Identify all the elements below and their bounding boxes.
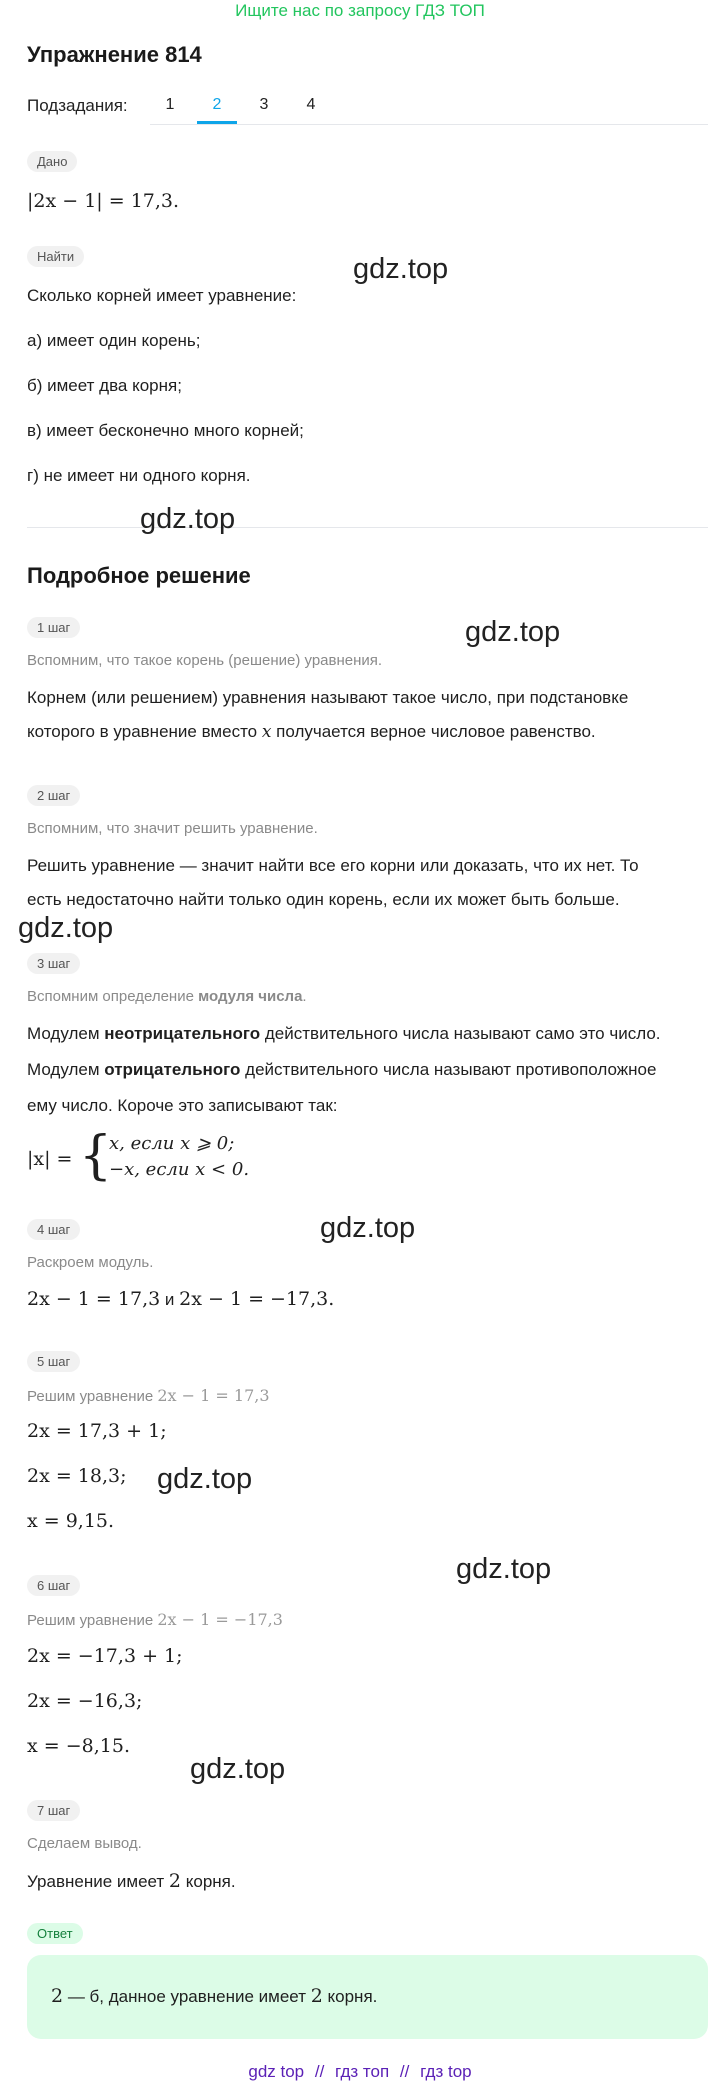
watermark: gdz.top — [320, 1212, 416, 1244]
footer-link-gdz-top-ru[interactable]: гдз топ — [335, 2062, 390, 2081]
footer-link-gdz-top[interactable]: gdz top — [248, 2062, 305, 2081]
step-2-line-1: Решить уравнение — значит найти все его корни или доказать, что их нет. То — [27, 856, 639, 875]
step-5-line-3: x = 9,15. — [27, 1510, 115, 1532]
option-a: а) имеет один корень; — [27, 331, 201, 350]
watermark: gdz.top — [456, 1553, 552, 1585]
subtasks-label: Подзадания: — [27, 96, 128, 115]
tab-1[interactable]: 1 — [165, 96, 175, 113]
step-6-line-1: 2x = −17,3 + 1; — [27, 1645, 183, 1667]
option-b: б) имеет два корня; — [27, 376, 182, 395]
step-3-line-2: Модулем отрицательного действительного числа называют противоположное — [27, 1060, 657, 1079]
step-1-line-2: которого в уравнение вместо x получается верное числовое равенство. — [27, 722, 596, 742]
step-3-line-3: ему число. Короче это записывают так: — [27, 1096, 338, 1115]
footer-link-gdz-top-mixed[interactable]: гдз top — [420, 2062, 472, 2081]
step-4-badge: 4 шаг — [27, 1219, 80, 1240]
step-1-badge: 1 шаг — [27, 617, 80, 638]
watermark: gdz.top — [190, 1753, 286, 1785]
modulus-definition — [27, 1126, 427, 1190]
step-3-line-1: Модулем неотрицательного действительного числа называют само это число. — [27, 1024, 661, 1043]
option-c: в) имеет бесконечно много корней; — [27, 421, 304, 440]
step-6-hint: Решим уравнение 2x − 1 = −17,3 — [27, 1610, 283, 1629]
step-7-hint: Сделаем вывод. — [27, 1835, 142, 1852]
step-6-line-3: x = −8,15. — [27, 1735, 130, 1757]
step-7-badge: 7 шаг — [27, 1800, 80, 1821]
step-6-badge: 6 шаг — [27, 1575, 80, 1596]
footer-links — [0, 2062, 720, 2082]
watermark: gdz.top — [465, 616, 561, 648]
step-5-badge: 5 шаг — [27, 1351, 80, 1372]
tab-3[interactable]: 3 — [259, 96, 269, 113]
solution-title: Подробное решение — [27, 563, 251, 588]
step-1-hint: Вспомним, что такое корень (решение) уравнения. — [27, 652, 383, 669]
watermark: gdz.top — [353, 253, 449, 285]
step-6-line-2: 2x = −16,3; — [27, 1690, 143, 1712]
left-brace: { — [79, 1126, 113, 1186]
step-5-line-1: 2x = 17,3 + 1; — [27, 1420, 167, 1442]
step-3-badge: 3 шаг — [27, 953, 80, 974]
step-2-line-2: есть недостаточно найти только один корень, если их может быть больше. — [27, 890, 620, 909]
active-tab-indicator — [197, 121, 237, 124]
step-2-hint: Вспомним, что значит решить уравнение. — [27, 820, 318, 837]
given-expression: |2x − 1| = 17,3. — [27, 190, 180, 212]
divider — [27, 527, 708, 528]
watermark: gdz.top — [18, 912, 114, 944]
option-d: г) не имеет ни одного корня. — [27, 466, 251, 485]
watermark: gdz.top — [157, 1463, 253, 1495]
step-4-equations: 2x − 1 = 17,3 и 2x − 1 = −17,3. — [27, 1288, 335, 1310]
case-1: x, если x ⩾ 0; — [109, 1133, 235, 1154]
tab-4[interactable]: 4 — [306, 96, 316, 113]
step-5-hint: Решим уравнение 2x − 1 = 17,3 — [27, 1386, 270, 1405]
footer-separator: // — [399, 2062, 410, 2081]
given-badge: Дано — [27, 151, 77, 172]
watermark: gdz.top — [140, 503, 236, 535]
find-badge: Найти — [27, 246, 84, 267]
exercise-title: Упражнение 814 — [27, 42, 202, 67]
step-2-badge: 2 шаг — [27, 785, 80, 806]
answer-text: 2 — б, данное уравнение имеет 2 корня. — [51, 1985, 378, 2007]
step-4-hint: Раскроем модуль. — [27, 1254, 154, 1271]
footer-separator: // — [314, 2062, 325, 2081]
step-7-conclusion: Уравнение имеет 2 корня. — [27, 1870, 236, 1892]
step-5-line-2: 2x = 18,3; — [27, 1465, 127, 1487]
case-2: −x, если x < 0. — [109, 1159, 250, 1180]
answer-badge: Ответ — [27, 1923, 83, 1944]
tab-2[interactable]: 2 — [212, 96, 222, 113]
answer-box — [27, 1955, 708, 2039]
modulus-lhs: |x| = — [27, 1148, 73, 1170]
step-3-hint: Вспомним определение модуля числа. — [27, 988, 307, 1005]
find-question: Сколько корней имеет уравнение: — [27, 286, 297, 305]
subtask-tabs — [150, 88, 708, 125]
top-banner: Ищите нас по запросу ГДЗ ТОП — [235, 1, 485, 20]
step-1-line-1: Корнем (или решением) уравнения называют такое число, при подстановке — [27, 688, 629, 707]
